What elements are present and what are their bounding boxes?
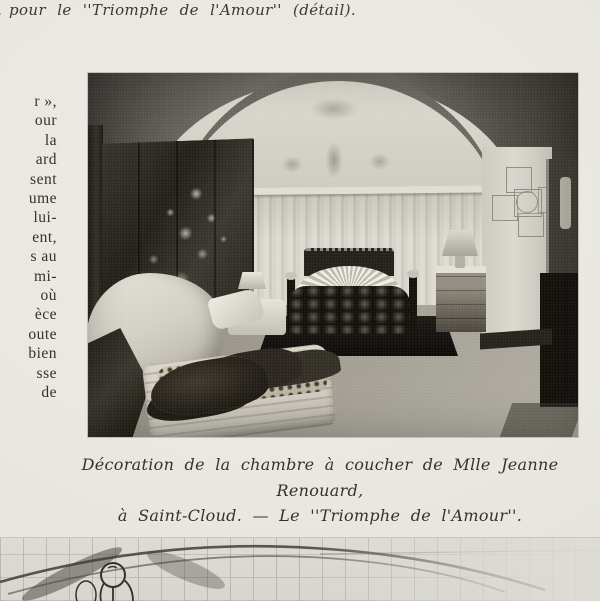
text-fragment: sse	[36, 364, 57, 382]
photo-caption	[40, 452, 600, 529]
cutoff-character	[0, 1, 2, 19]
text-fragment: r »,	[34, 93, 57, 110]
text-fragment: s au	[30, 248, 57, 266]
text-fragment: de	[41, 384, 57, 402]
caption-line-1: Décoration de la chambre à coucher de Mlle Jeanne Renouard,	[81, 455, 559, 500]
text-fragment: ard	[35, 151, 57, 169]
bedroom-photograph	[88, 73, 578, 437]
text-fragment: bien	[28, 345, 57, 363]
text-fragment: mi-	[33, 267, 57, 285]
text-fragment: lui-	[33, 209, 57, 227]
text-fragment: sent	[30, 170, 57, 188]
photo-grain-overlay	[88, 73, 578, 437]
text-fragment: oute	[28, 325, 57, 343]
sketch-fade-overlay	[0, 538, 600, 601]
text-fragment: ume	[28, 190, 57, 208]
text-fragment: ent,	[32, 228, 57, 246]
top-caption: pour le ''Triomphe de l'Amour'' (détail).	[9, 1, 357, 19]
pencil-sketch-strip	[0, 537, 600, 601]
text-fragment: la	[44, 131, 57, 149]
text-fragment: our	[34, 112, 57, 130]
text-fragment: où	[40, 287, 57, 305]
caption-line-2: à Saint-Cloud. — Le ''Triomphe de l'Amour''.	[117, 506, 523, 526]
left-text-column	[0, 92, 57, 403]
text-fragment: èce	[34, 306, 57, 324]
